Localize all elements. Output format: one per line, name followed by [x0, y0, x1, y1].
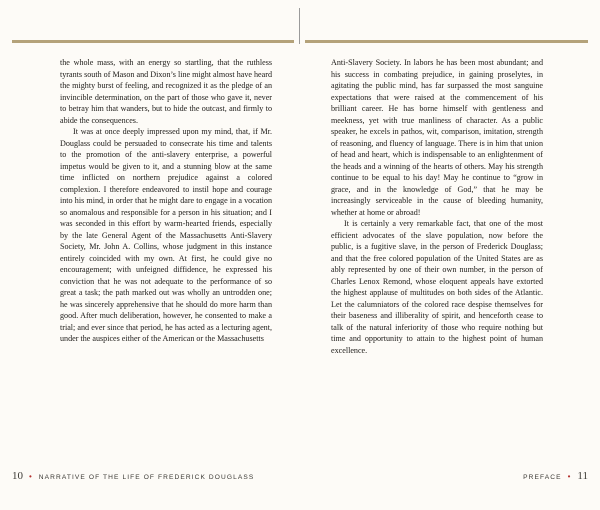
- paragraph: Anti-Slavery Society. In labors he has been most abundant; and his success in combating prejudice, in gaining proselytes, in agitating the public mind, has far surpassed the most sanguine expectations that were raised at the commencement of his brilliant career. He has borne himself with gentleness and meekness, yet with true manliness of character. As a public speaker, he excels in pathos, wit, comparison, imitation, strength of reasoning, and fluency of language. There is in him that union of head and heart, which is indispensable to an enlightenment of the heads and a winning of the hearts of others. May his strength continue to be equal to his day! May he continue to “grow in grace, and in the knowledge of God,” that he may be increasingly serviceable in the cause of bleeding humanity, whether at home or abroad!: [331, 58, 543, 217]
- spine-divider: [299, 8, 300, 44]
- running-title: PREFACE: [523, 474, 562, 481]
- left-page-body: [60, 57, 272, 345]
- right-page-body: [331, 57, 543, 356]
- page-number: 11: [577, 470, 588, 482]
- header-rule-left: [12, 40, 294, 43]
- footer-bullet: •: [567, 472, 572, 481]
- right-page-footer: [523, 470, 588, 482]
- paragraph: the whole mass, with an energy so startling, that the ruthless tyrants south of Mason and Dixon’s line might almost have heard the mighty burst of feeling, and recognized it as the pledge of an invincible determination, on the part of those who gave it, never to betray him that wanders, but to hide the outcast, and firmly to abide the consequences.: [60, 58, 272, 125]
- paragraph: It was at once deeply impressed upon my mind, that, if Mr. Douglass could be persuaded to consecrate his time and talents to the promotion of the anti-slavery enterprise, a powerful impetus would be given to it, and a stunning blow at the same time inflicted on northern prejudice against a colored complexion. I therefore endeavored to instil hope and courage into his mind, in order that he might dare to engage in a vocation so anomalous and responsible for a person in his situation; and I was seconded in this effort by warm-hearted friends, especially by the late General Agent of the Massachusetts Anti-Slavery Society, Mr. John A. Collins, whose judgment in this instance entirely coincided with my own. At first, he could give no encouragement; with unfeigned diffidence, he expressed his conviction that he was not adequate to the performance of so great a task; the path marked out was wholly an untrodden one; he was sincerely apprehensive that he should do more harm than good. After much deliberation, however, he consented to make a trial; and ever since that period, he has acted as a lecturing agent, under the auspices either of the American or the Massachusetts: [60, 127, 272, 343]
- header-rule-right: [305, 40, 588, 43]
- running-title: NARRATIVE OF THE LIFE OF FREDERICK DOUGLASS: [38, 474, 255, 481]
- page-number: 10: [12, 470, 23, 482]
- footer-bullet: •: [28, 472, 33, 481]
- left-page-footer: [12, 470, 254, 482]
- paragraph: It is certainly a very remarkable fact, that one of the most efficient advocates of the slave population, now before the public, is a fugitive slave, in the person of Frederick Douglass; and that the free colored population of the United States are as ably represented by one of their own number, in the person of Charles Lenox Remond, whose eloquent appeals have extorted the highest applause of multitudes on both sides of the Atlantic. Let the calumniators of the colored race despise themselves for their baseness and illiberality of spirit, and henceforth cease to talk of the natural inferiority of those who require nothing but time and opportunity to attain to the highest point of human excellence.: [331, 219, 543, 355]
